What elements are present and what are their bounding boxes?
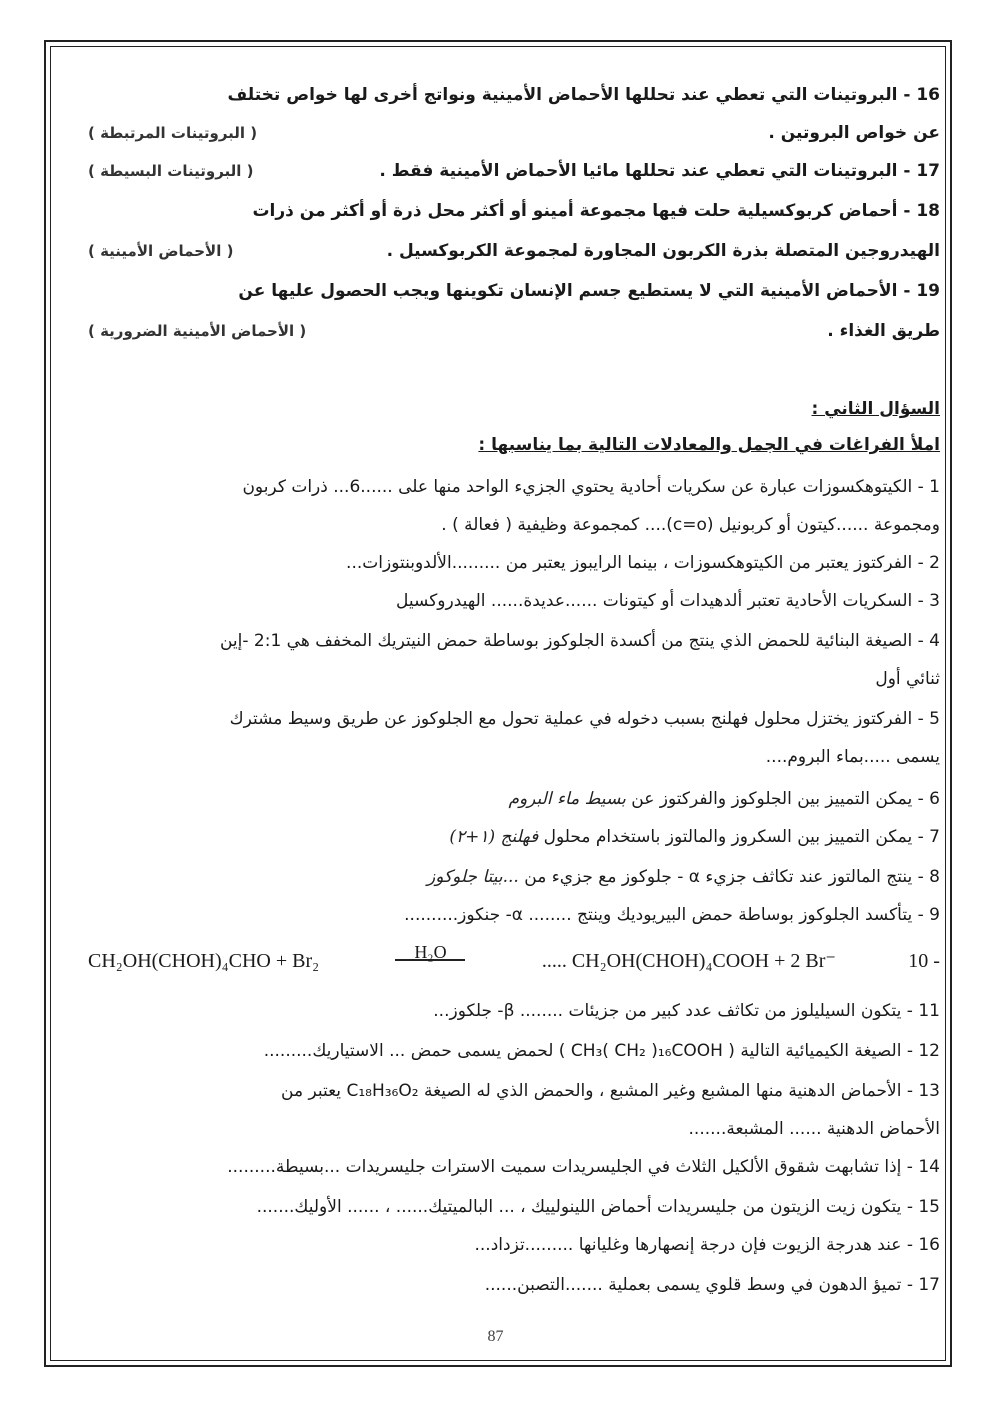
fill-item-15: 15 - يتكون زيت الزيتون من جليسريدات أحماض اللينولييك ، ... البالميتيك...... ، ...... الأوليك....... bbox=[256, 1197, 940, 1217]
fill-item-13b: الأحماض الدهنية ...... المشبعة....... bbox=[688, 1119, 940, 1139]
equation-10 bbox=[88, 942, 940, 976]
section-instruction: املأ الفراغات في الجمل والمعادلات التالية بما يناسبها : bbox=[478, 435, 940, 455]
fill-item-2: 2 - الفركتوز يعتبر من الكيتوهكسوزات ، بينما الرايبوز يعتبر من .........الألدوبنتوزات... bbox=[346, 553, 940, 573]
page-number: 87 bbox=[487, 1328, 504, 1345]
fill-item-9: 9 - يتأكسد الجلوكوز بوساطة حمض البيريوديك وينتج ........ α- جنكوز.......... bbox=[404, 905, 940, 925]
q18-line-1: 18 - أحماض كربوكسيلية حلت فيها مجموعة أمينو أو أكثر محل ذرة أو أكثر من ذرات bbox=[252, 201, 940, 221]
item6-handwritten-answer: بسيط ماء البروم bbox=[508, 789, 626, 809]
fill-item-1a: 1 - الكيتوهكسوزات عبارة عن سكريات أحادية يحتوي الجزيء الواحد منها على ......6... ذرات كربون bbox=[242, 477, 940, 497]
q16-line-1: 16 - البروتينات التي تعطي عند تحللها الأحماض الأمينية ونواتج أخرى لها خواص تختلف bbox=[227, 85, 940, 105]
fill-item-3: 3 - السكريات الأحادية تعتبر ألدهيدات أو كيتونات ......عديدة...... الهيدروكسيل bbox=[396, 591, 940, 611]
fill-item-1b: ومجموعة ......كيتون أو كربونيل (c=o).... كمجموعة وظيفية ( فعالة ) . bbox=[441, 515, 940, 535]
q19-answer: ( الأحماض الأمينية الضرورية ) bbox=[88, 322, 307, 340]
item8-text: 8 - ينتج المالتوز عند تكاثف جزيء α - جلوكوز مع جزيء من bbox=[524, 867, 940, 887]
section-title: السؤال الثاني : bbox=[811, 399, 940, 419]
q16-text: عن خواص البروتين . bbox=[768, 123, 940, 143]
item7-text: 7 - يمكن التمييز بين السكروز والمالتوز باستخدام محلول bbox=[543, 827, 940, 847]
q19-line-1: 19 - الأحماض الأمينية التي لا يستطيع جسم الإنسان تكوينها ويجب الحصول عليها عن bbox=[238, 281, 940, 301]
fill-item-4b: ثنائي أول bbox=[875, 669, 940, 689]
fill-item-5b: يسمى .....بماء البروم.... bbox=[765, 747, 940, 767]
q19-line-2 bbox=[88, 316, 940, 346]
fill-item-17: 17 - تميؤ الدهون في وسط قلوي يسمى بعملية .......التصبن...... bbox=[484, 1275, 940, 1295]
fill-item-7 bbox=[88, 822, 940, 852]
eq10-right: ..... CH₂OH(CHOH)₄COOH + 2 Br⁻ bbox=[541, 950, 836, 972]
q18-answer: ( الأحماض الأمينية ) bbox=[88, 242, 234, 260]
fill-item-6 bbox=[88, 784, 940, 814]
q19-text: طريق الغذاء . bbox=[827, 321, 940, 341]
q18-text: الهيدروجين المتصلة بذرة الكربون المجاورة لمجموعة الكربوكسيل . bbox=[386, 241, 940, 261]
eq10-number: 10 - bbox=[908, 950, 940, 972]
fill-item-11: 11 - يتكون السيليلوز من تكاثف عدد كبير من جزيئات ........ β- جلكوز... bbox=[433, 1001, 940, 1021]
q17-line bbox=[88, 156, 940, 186]
fill-item-12: 12 - الصيغة الكيميائية التالية ( CH₃( CH₂ )₁₆COOH ) لحمض يسمى حمض ... الاستياريك......... bbox=[263, 1041, 940, 1061]
eq10-left: CH₂OH(CHOH)₄CHO + Br₂ bbox=[88, 950, 320, 972]
item8-handwritten-answer: ...بيتا جلوكوز bbox=[427, 867, 519, 887]
item7-handwritten-answer: فهلنج (١+٢) bbox=[449, 827, 539, 847]
reaction-arrow-icon: H₂O bbox=[395, 945, 465, 961]
q18-line-2 bbox=[88, 236, 940, 266]
fill-item-4a: 4 - الصيغة البنائية للحمض الذي ينتج من أكسدة الجلوكوز بوساطة حمض النيتريك المخفف هي 2:1 -إين bbox=[219, 631, 940, 651]
fill-item-5a: 5 - الفركتوز يختزل محلول فهلنج بسبب دخوله في عملية تحول مع الجلوكوز عن طريق وسيط مشترك bbox=[229, 709, 940, 729]
fill-item-16: 16 - عند هدرجة الزيوت فإن درجة إنصهارها وغليانها .........تزداد... bbox=[474, 1235, 940, 1255]
q16-answer: ( البروتينات المرتبطة ) bbox=[88, 124, 258, 142]
item6-text: 6 - يمكن التمييز بين الجلوكوز والفركتوز عن bbox=[631, 789, 940, 809]
q17-answer: ( البروتينات البسيطة ) bbox=[88, 162, 254, 180]
q16-line-2 bbox=[88, 118, 940, 148]
fill-item-14: 14 - إذا تشابهت شقوق الألكيل الثلاث في الجليسريدات سميت الاسترات جليسريدات ...بسيطة......... bbox=[227, 1157, 940, 1177]
fill-item-8 bbox=[88, 862, 940, 892]
q17-text: 17 - البروتينات التي تعطي عند تحللها مائيا الأحماض الأمينية فقط . bbox=[379, 161, 940, 181]
fill-item-13a: 13 - الأحماض الدهنية منها المشبع وغير المشبع ، والحمض الذي له الصيغة C₁₈H₃₆O₂ يعتبر من bbox=[281, 1081, 940, 1101]
